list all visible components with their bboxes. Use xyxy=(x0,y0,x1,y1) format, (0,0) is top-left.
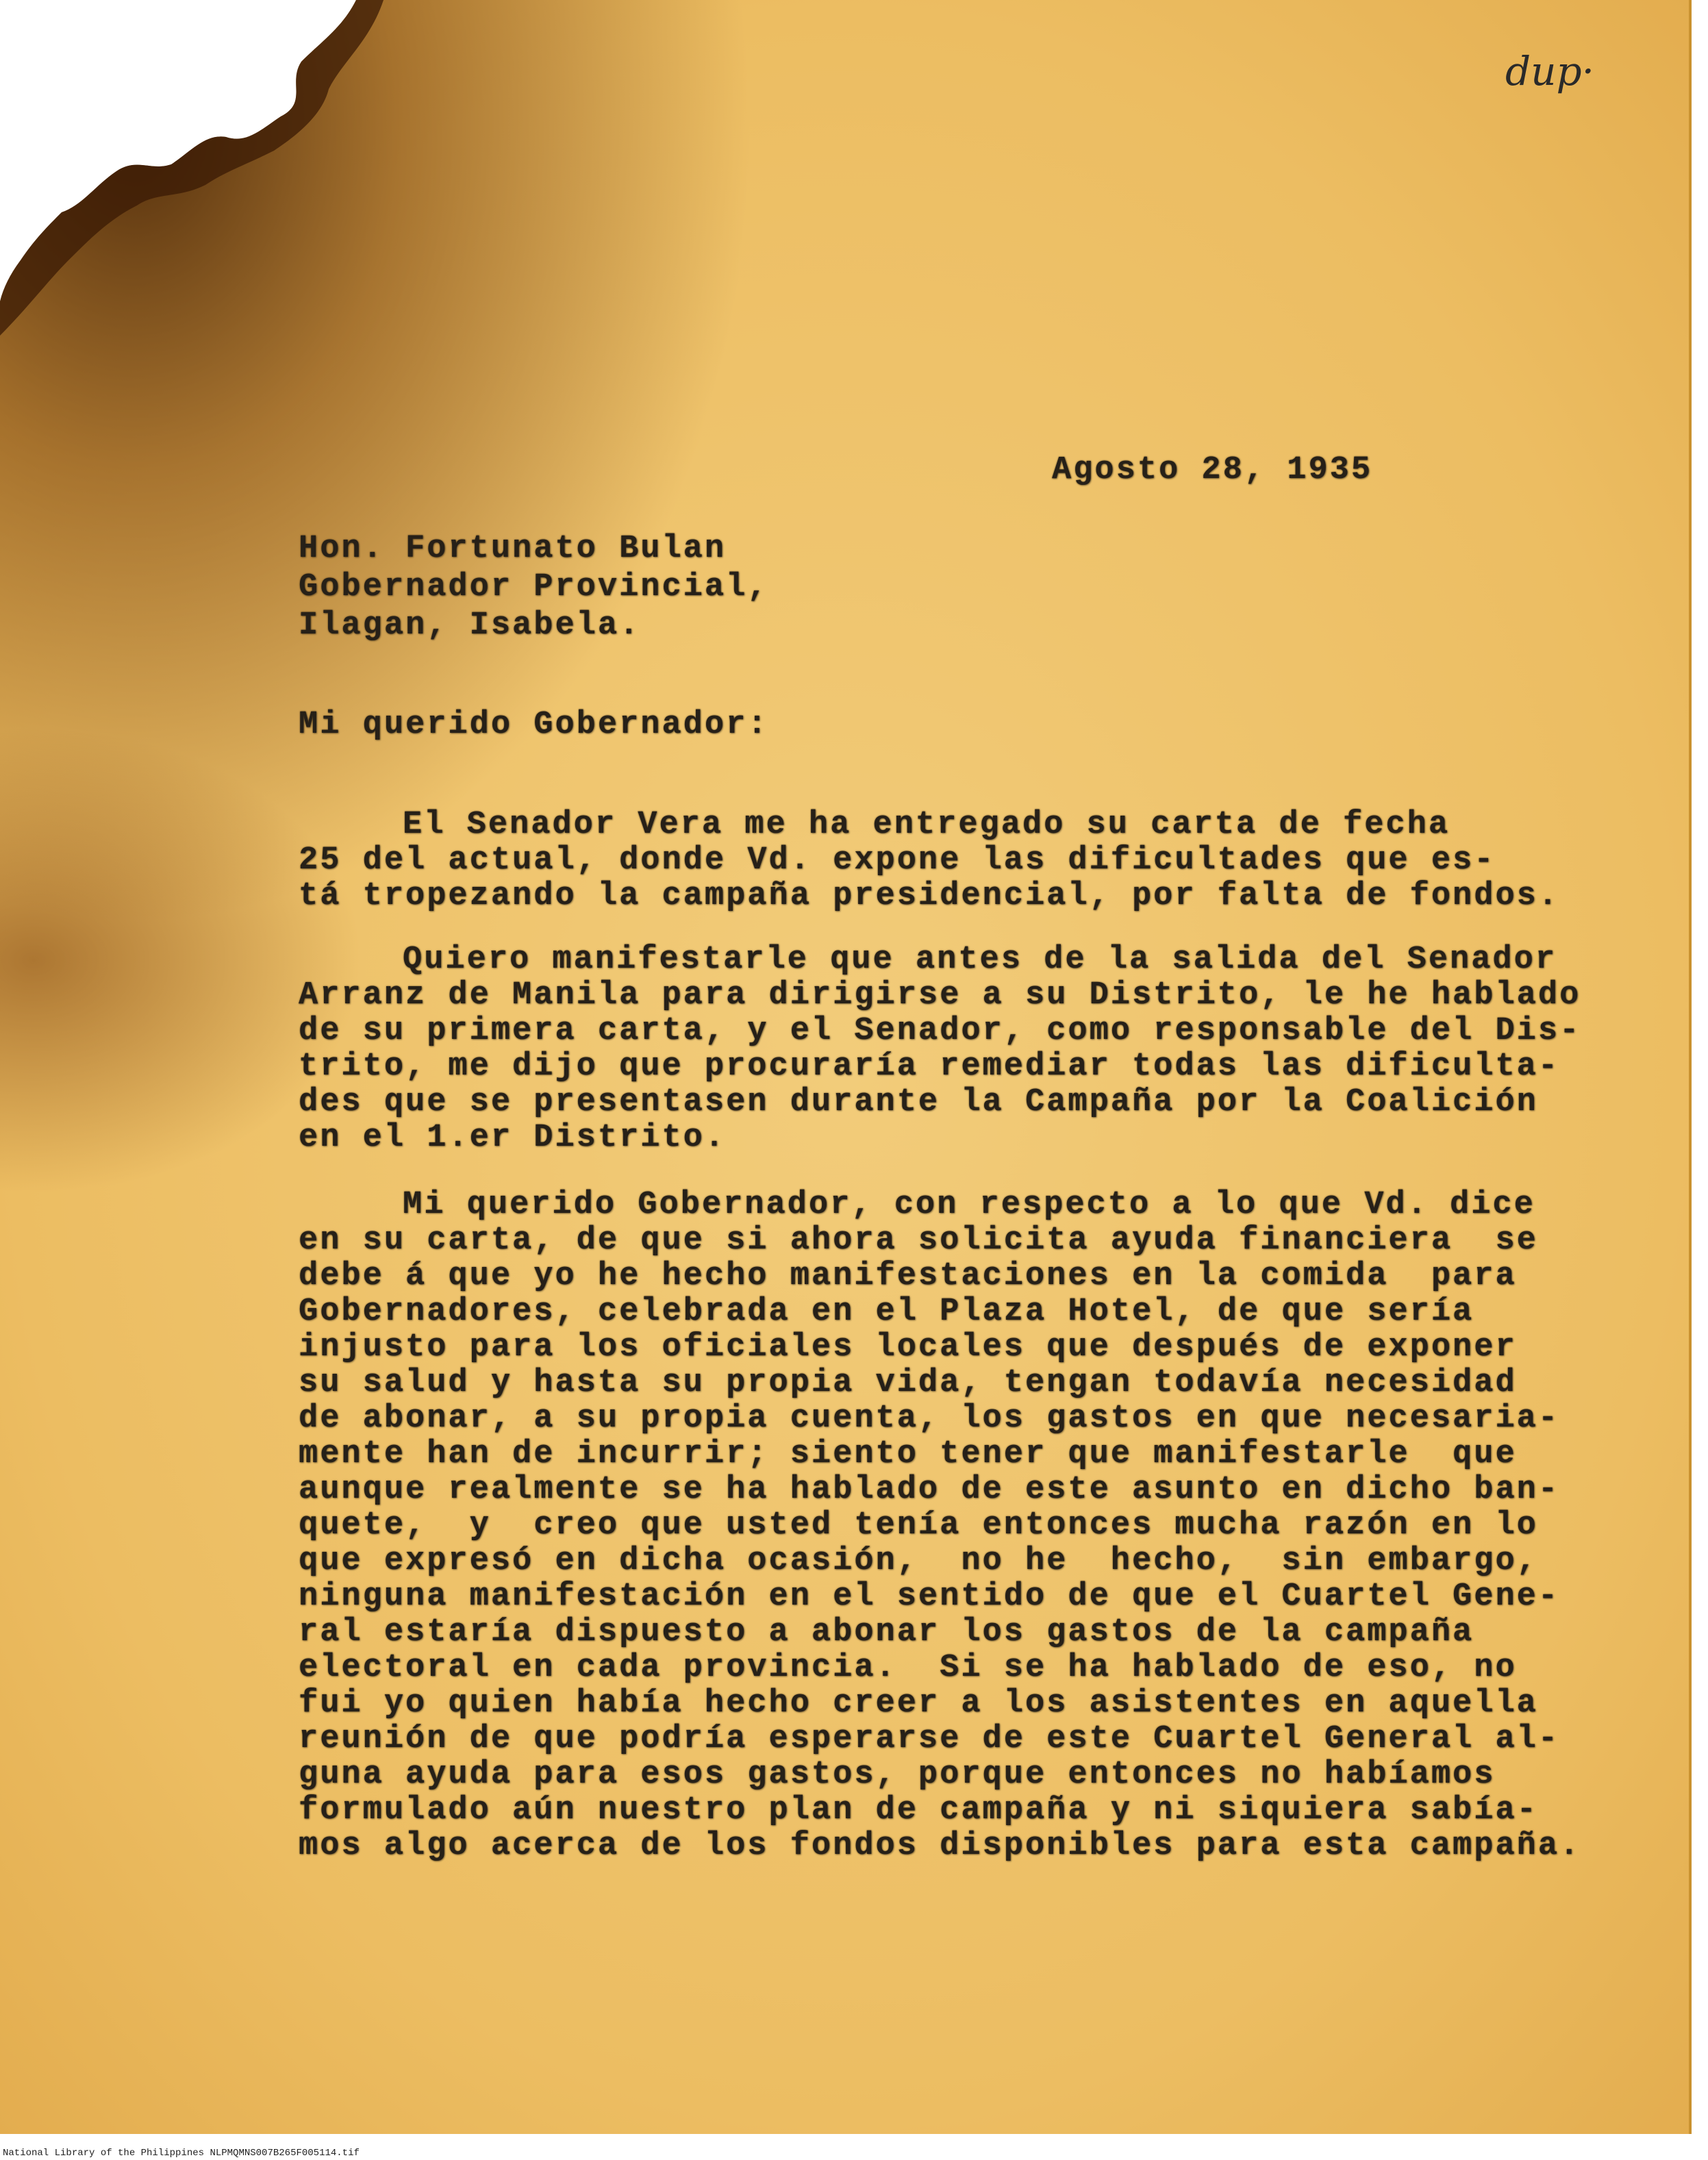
body-line: fui yo quien había hecho creer a los asistentes en aquella xyxy=(299,1685,1538,1722)
body-line: aunque realmente se ha hablado de este asunto en dicho ban- xyxy=(299,1472,1560,1508)
body-line: Arranz de Manila para dirigirse a su Distrito, le he hablado xyxy=(299,977,1581,1014)
body-line: ninguna manifestación en el sentido de que el Cuartel Gene- xyxy=(299,1579,1560,1615)
body-line: quete, y creo que usted tenía entonces mucha razón en lo xyxy=(299,1507,1538,1544)
body-line: guna ayuda para esos gastos, porque entonces no habíamos xyxy=(299,1757,1496,1793)
body-line: Quiero manifestarle que antes de la salida del Senador xyxy=(403,942,1557,978)
body-line: trito, me dijo que procuraría remediar todas las dificulta- xyxy=(299,1048,1560,1085)
salutation: Mi querido Gobernador: xyxy=(299,707,769,743)
body-line: que expresó en dicha ocasión, no he hecho, sin embargo, xyxy=(299,1543,1538,1579)
body-line: des que se presentasen durante la Campaña por la Coalición xyxy=(299,1084,1538,1120)
scan-caption: National Library of the Philippines NLPMQMNS007B265F005114.tif xyxy=(3,2148,360,2159)
body-line: en su carta, de que si ahora solicita ayuda financiera se xyxy=(299,1222,1538,1259)
body-line: Mi querido Gobernador, con respecto a lo que Vd. dice xyxy=(403,1187,1535,1223)
body-line: formulado aún nuestro plan de campaña y ni siquiera sabía- xyxy=(299,1792,1538,1829)
body-line: de abonar, a su propia cuenta, los gastos en que necesaria- xyxy=(299,1401,1560,1437)
body-line: debe á que yo he hecho manifestaciones en la comida para xyxy=(299,1258,1517,1294)
body-line: en el 1.er Distrito. xyxy=(299,1120,727,1156)
body-line: ral estaría dispuesto a abonar los gastos de la campaña xyxy=(299,1614,1474,1650)
body-line: de su primera carta, y el Senador, como responsable del Dis- xyxy=(299,1013,1581,1049)
body-line: tá tropezando la campaña presidencial, por falta de fondos. xyxy=(299,878,1560,914)
body-line: El Senador Vera me ha entregado su carta de fecha xyxy=(403,807,1450,843)
recipient-line: Ilagan, Isabela. xyxy=(299,607,641,644)
body-line: electoral en cada provincia. Si se ha hablado de eso, no xyxy=(299,1650,1517,1686)
body-line: Gobernadores, celebrada en el Plaza Hotel, de que sería xyxy=(299,1294,1474,1330)
body-line: 25 del actual, donde Vd. expone las dificultades que es- xyxy=(299,842,1496,879)
burn-damage xyxy=(0,0,384,384)
body-line: mos algo acerca de los fondos disponibles para esta campaña. xyxy=(299,1828,1581,1864)
letter-date: Agosto 28, 1935 xyxy=(1052,452,1373,488)
handwritten-annotation: dup· xyxy=(1505,48,1595,95)
body-line: injusto para los oficiales locales que después de exponer xyxy=(299,1329,1517,1366)
body-line: mente han de incurrir; siento tener que manifestarle que xyxy=(299,1436,1517,1472)
body-line: su salud y hasta su propia vida, tengan todavía necesidad xyxy=(299,1365,1517,1401)
recipient-line: Hon. Fortunato Bulan xyxy=(299,531,727,567)
body-line: reunión de que podría esperarse de este Cuartel General al- xyxy=(299,1721,1560,1757)
recipient-line: Gobernador Provincial, xyxy=(299,569,769,605)
